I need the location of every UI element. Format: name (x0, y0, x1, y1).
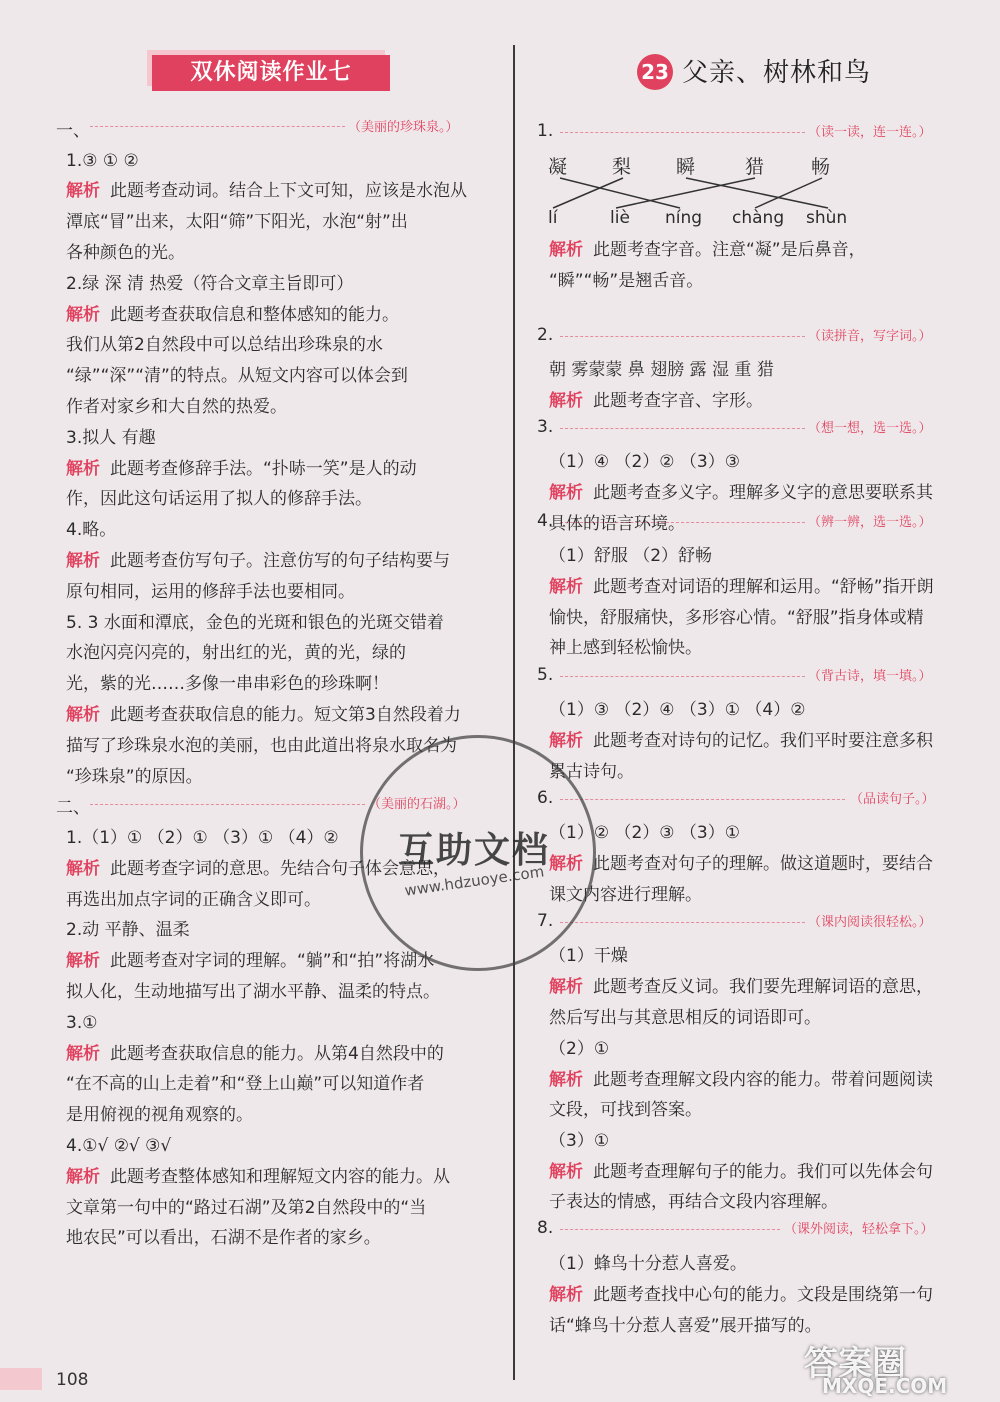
pinyin-item: shùn (806, 208, 848, 228)
pinyin-item: lí (548, 208, 558, 228)
text-line: “珍珠泉”的原因。 (66, 767, 203, 787)
corner-mark (0, 1368, 42, 1390)
jiexi-label: 解析 (66, 951, 100, 971)
answer-line: 4.①√ ②√ ③√ (66, 1136, 172, 1156)
text-line: 话“蜂鸟十分惹人喜爱”展开描写的。 (549, 1316, 822, 1336)
explanation-line: 解析 此题考查多义字。理解多义字的意思要联系其 (549, 483, 933, 503)
answer-line: 5. 3 水面和潭底，金色的光斑和银色的光斑交错着 (66, 613, 444, 633)
answer-line: （2）① (549, 1039, 610, 1059)
section-label: 4. (537, 511, 554, 531)
answer-line: 3.① (66, 1013, 98, 1033)
jiexi-label: 解析 (66, 181, 100, 201)
text-line: 然后写出与其意思相反的词语即可。 (549, 1008, 821, 1028)
section-label: 3. (537, 417, 554, 437)
jiexi-label: 解析 (66, 705, 100, 725)
section-tag: （课内阅读很轻松。） (808, 915, 932, 930)
answer-line: 1.③ ① ② (66, 151, 139, 171)
section-tag: （课外阅读，轻松拿下。） (784, 1222, 934, 1237)
explanation-line: 解析 此题考查字音。注意“凝”是后鼻音， (549, 240, 866, 260)
text-line: 文章第一句中的“路过石湖”及第2自然段中的“当 (66, 1198, 427, 1218)
jiexi-label: 解析 (549, 240, 583, 260)
matching-lines (0, 0, 1000, 260)
text-line: “瞬”“畅”是翘舌音。 (549, 271, 704, 291)
page-number: 108 (56, 1370, 89, 1390)
stamp-text: 互助文档 (398, 830, 551, 871)
text-line: 拟人化，生动地描写出了湖水平静、温柔的特点。 (66, 982, 440, 1002)
answer-line: 4.略。 (66, 520, 117, 540)
text-line: 再选出加点字词的正确含义即可。 (66, 890, 321, 910)
answer-line: （1）蜂鸟十分惹人喜爱。 (549, 1254, 747, 1274)
answer-line: 2.绿 深 清 热爱（符合文章主旨即可） (66, 274, 354, 294)
explanation-line: 解析 此题考查对词语的理解和运用。“舒畅”指开朗 (549, 577, 934, 597)
section-tag: （读拼音，写字词。） (808, 329, 932, 344)
text-line: 地农民”可以看出，石湖不是作者的家乡。 (66, 1228, 381, 1248)
jiexi-label: 解析 (549, 1285, 583, 1305)
explanation-line: 解析 此题考查字词的意思。先结合句子体会意思， (66, 859, 450, 879)
jiexi-label: 解析 (66, 459, 100, 479)
section-label: 8. (537, 1218, 554, 1238)
section-label: 5. (537, 665, 554, 685)
explanation-line: 解析 此题考查获取信息的能力。短文第3自然段着力 (66, 705, 461, 725)
hanzi-item: 猎 (745, 156, 765, 178)
jiexi-label: 解析 (66, 551, 100, 571)
section-label: 2. (537, 325, 554, 345)
explanation-line: 解析 此题考查获取信息的能力。从第4自然段中的 (66, 1044, 444, 1064)
section-rule (90, 804, 365, 805)
answer-line: （1）④ （2）② （3）③ (549, 452, 740, 472)
answer-line: （1）干燥 (549, 946, 628, 966)
lesson-title: 父亲、树林和鸟 (682, 58, 872, 88)
jiexi-label: 解析 (66, 1044, 100, 1064)
explanation-line: 解析 此题考查字音、字形。 (549, 391, 763, 411)
answer-line: 2.动 平静、温柔 (66, 920, 190, 940)
pinyin-item: níng (665, 208, 703, 228)
jiexi-label: 解析 (66, 1167, 100, 1187)
lesson-number-badge: 23 (637, 54, 673, 90)
jiexi-label: 解析 (549, 577, 583, 597)
explanation-line: 解析 此题考查理解文段内容的能力。带着问题阅读 (549, 1070, 933, 1090)
hanzi-item: 瞬 (676, 156, 696, 178)
text-line: 文段，可找到答案。 (549, 1100, 702, 1120)
explanation-line: 解析 此题考查仿写句子。注意仿写的句子结构要与 (66, 551, 450, 571)
answer-line: （3）① (549, 1131, 610, 1151)
explanation-line: 解析 此题考查获取信息和整体感知的能力。 (66, 305, 399, 325)
text-line: “在不高的山上走着”和“登上山巅”可以知道作者 (66, 1074, 425, 1094)
section-tag: （想一想，选一选。） (808, 421, 932, 436)
jiexi-label: 解析 (549, 391, 583, 411)
section-label: 1. (537, 121, 554, 141)
explanation-line: 解析 此题考查对句子的理解。做这道题时，要结合 (549, 854, 933, 874)
text-line: 作者对家乡和大自然的热爱。 (66, 397, 287, 417)
section-label: 7. (537, 911, 554, 931)
section-rule (560, 799, 845, 800)
hanzi-item: 畅 (811, 156, 831, 178)
stamp-url: www.hdzuoye.com (403, 862, 546, 900)
jiexi-label: 解析 (66, 859, 100, 879)
jiexi-label: 解析 (549, 977, 583, 997)
hanzi-item: 凝 (548, 156, 568, 178)
answer-line: （1）舒服 （2）舒畅 (549, 546, 713, 566)
pinyin-item: chàng (732, 208, 785, 228)
section-tag: （读一读，连一连。） (808, 125, 932, 140)
section-tag: （品读句子。） (850, 792, 935, 807)
jiexi-label: 解析 (549, 854, 583, 874)
jiexi-label: 解析 (549, 1162, 583, 1182)
watermark-url: MXQE.COM (822, 1374, 948, 1398)
hanzi-item: 梨 (612, 156, 632, 178)
text-line: 神上感到轻松愉快。 (549, 638, 702, 658)
section-tag: （辨一辨，选一选。） (808, 515, 932, 530)
section-rule (560, 922, 805, 923)
text-line: 水泡闪亮闪亮的，射出红的光，黄的光，绿的 (66, 643, 406, 663)
pinyin-item: liè (610, 208, 630, 228)
text-line: 我们从第2自然段中可以总结出珍珠泉的水 (66, 335, 383, 355)
text-line: 潭底“冒”出来，太阳“筛”下阳光，水泡“射”出 (66, 212, 408, 232)
text-line: 是用俯视的视角观察的。 (66, 1105, 253, 1125)
explanation-line: 解析 此题考查反义词。我们要先理解词语的意思， (549, 977, 933, 997)
text-line: 原句相同，运用的修辞手法也要相同。 (66, 582, 355, 602)
section-rule (560, 1229, 780, 1230)
section-label: 6. (537, 788, 554, 808)
explanation-line: 解析 此题考查整体感知和理解短文内容的能力。从 (66, 1167, 450, 1187)
section-banner: 双休阅读作业七 (152, 55, 390, 91)
explanation-line: 解析 此题考查动词。结合上下文可知，应该是水泡从 (66, 181, 467, 201)
explanation-line: 解析 此题考查对诗句的记忆。我们平时要注意多积 (549, 731, 933, 751)
text-line: 愉快，舒服痛快，多形容心情。“舒服”指身体或精 (549, 608, 924, 628)
text-line: 子表达的情感，再结合文段内容理解。 (549, 1192, 838, 1212)
answer-line: 朝 雾蒙蒙 鼻 翅膀 露 湿 重 猎 (549, 360, 774, 380)
section-rule (560, 676, 805, 677)
text-line: 描写了珍珠泉水泡的美丽，也由此道出将泉水取名为 (66, 736, 457, 756)
section-tag: （美丽的珍珠泉。） (348, 120, 459, 135)
answer-line: 3.拟人 有趣 (66, 428, 156, 448)
text-line: 课文内容进行理解。 (549, 885, 702, 905)
jiexi-label: 解析 (549, 1070, 583, 1090)
section-rule (560, 336, 805, 337)
explanation-line: 解析 此题考查修辞手法。“扑哧一笑”是人的动 (66, 459, 417, 479)
text-line: 具体的语言环境。 (549, 514, 685, 534)
section-label: 一、 (56, 121, 90, 141)
answer-line: 1.（1）① （2）① （3）① （4）② (66, 828, 339, 848)
watermark-logo: 答案圈 (804, 1344, 906, 1384)
section-label: 二、 (56, 798, 90, 818)
text-line: 各种颜色的光。 (66, 243, 185, 263)
explanation-line: 解析 此题考查找中心句的能力。文段是围绕第一句 (549, 1285, 933, 1305)
explanation-line: 解析 此题考查理解句子的能力。我们可以先体会句 (549, 1162, 933, 1182)
text-line: 累古诗句。 (549, 762, 634, 782)
jiexi-label: 解析 (66, 305, 100, 325)
text-line: “绿”“深”“清”的特点。从短文内容可以体会到 (66, 366, 408, 386)
section-tag: （背古诗，填一填。） (808, 669, 932, 684)
text-line: 作，因此这句话运用了拟人的修辞手法。 (66, 489, 372, 509)
section-tag: （美丽的石湖。） (368, 797, 466, 812)
jiexi-label: 解析 (549, 731, 583, 751)
jiexi-label: 解析 (549, 483, 583, 503)
answer-line: （1）② （2）③ （3）① (549, 823, 740, 843)
text-line: 光，紫的光……多像一串串彩色的珍珠啊！ (66, 674, 389, 694)
explanation-line: 解析 此题考查对字词的理解。“躺”和“拍”将湖水 (66, 951, 435, 971)
answer-line: （1）③ （2）④ （3）① （4）② (549, 700, 806, 720)
section-rule (560, 428, 805, 429)
